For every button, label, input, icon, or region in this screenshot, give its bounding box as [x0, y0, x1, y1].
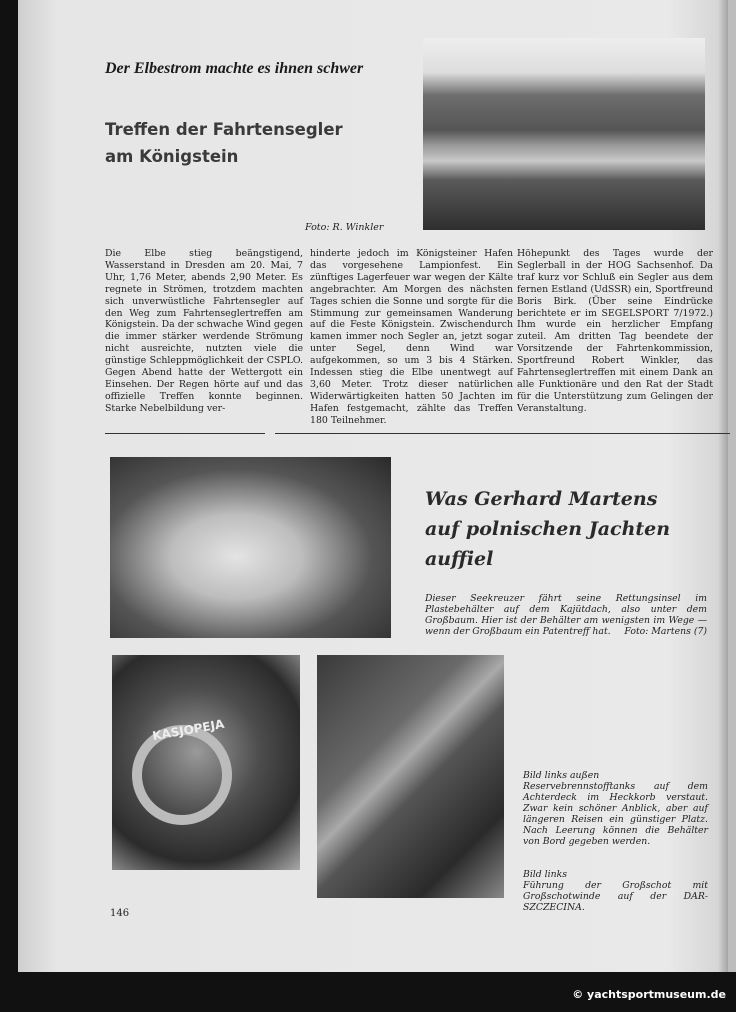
- photo-credit: Foto: R. Winkler: [305, 222, 384, 233]
- copyright-watermark: © yachtsportmuseum.de: [572, 988, 726, 1001]
- page-number: 146: [110, 908, 130, 919]
- caption-top: [425, 593, 707, 637]
- title-line: Treffen der Fahrtensegler: [105, 120, 343, 139]
- caption-text: Dieser Seekreuzer fährt seine Rettungsinsel im Plastebehälter auf dem Kajütdach, also unter dem Großbaum. Hier ist der Behälter am wenigsten im Wege — wenn der Großbaum ein Patentreff hat.: [425, 593, 707, 637]
- caption-heading: Bild links außen: [523, 770, 600, 781]
- caption-text: Führung der Großschot mit Großschotwinde auf der DAR-SZCZECINA.: [523, 880, 708, 913]
- title-line: am Königstein: [105, 147, 239, 166]
- title-line: auf polnischen Jachten auffiel: [425, 518, 671, 570]
- text-column-1: Die Elbe stieg beängstigend, Wasserstand in Dresden am 20. Mai, 7 Uhr, 1,76 Meter, abends 2,90 Meter. Es regnete in Strömen, trotzdem machten sich unverwüstliche Fahrtensegler auf den Weg zum Fahrtenseglertreffen am Königstein. Da der schwache Wind gegen die immer stärker werdende Strömung nicht ausreichte, nutzten viele die günstige Schleppmöglichkeit der CSPLO. Gegen Abend hatte der Wettergott ein Einsehen. Der Regen hörte auf und das offizielle Treffen konnte beginnen. Starke Nebelbildung ver-: [105, 248, 303, 414]
- title-line: Was Gerhard Martens: [425, 488, 658, 510]
- article-title: [105, 116, 343, 170]
- text-column-3: Höhepunkt des Tages wurde der Seglerball in der HOG Sachsenhof. Da traf kurz vor Schluß ein Segler aus dem fernen Estland (UdSSR) ein, Sportfreund Boris Birk. (Über seine Eindrücke berichtete er im SEGELSPORT 7/1972.) Ihm wurde ein herzlicher Empfang zuteil. Am dritten Tag beendete der Vorsitzende der Fahrtenkommission, Sportfreund Robert Winkler, das Fahrtenseglertreffen mit einem Dank an alle Funktionäre und den Rat der Stadt für die Unterstützung zum Gelingen der Veranstaltung.: [517, 248, 713, 414]
- photo-mainsheet-winch: [317, 655, 504, 898]
- divider: [105, 433, 265, 434]
- caption-credit: Foto: Martens (7): [624, 626, 707, 637]
- article2-title: [425, 484, 736, 574]
- caption-heading: Bild links: [523, 869, 568, 880]
- caption-text: Reservebrennstofftanks auf dem Achterdeck im Heckkorb verstaut. Zwar kein schöner Anblick, aber auf längeren Reisen ein günstiger Platz. Nach Leerung können die Behälter von Bord gegeben werden.: [523, 781, 708, 847]
- photo-koenigstein-harbor: [423, 38, 705, 230]
- photo-liferaft-container: [110, 457, 391, 638]
- lifebuoy: [132, 725, 232, 825]
- photo-fuel-tanks: [112, 655, 300, 870]
- caption-bottom: [523, 770, 708, 913]
- article-kicker: Der Elbestrom machte es ihnen schwer: [105, 60, 364, 77]
- lifebuoy-lettering: KASJOPEJA: [151, 716, 226, 744]
- divider: [275, 433, 730, 434]
- text-column-2: hinderte jedoch im Königsteiner Hafen das vorgesehene Lampionfest. Ein zünftiges Lagerfeuer war wegen der Kälte angebrachter. Am Morgen des nächsten Tages schien die Sonne und sorgte für die Stimmung zur gemeinsamen Wanderung auf die Feste Königstein. Zwischendurch kamen immer noch Segler an, jetzt sogar unter Segel, denn Wind war aufgekommen, so um 3 bis 4 Stärken. Indessen stieg die Elbe unentwegt auf 3,60 Meter. Trotz dieser natürlichen Widerwärtigkeiten hatten 50 Jachten im Hafen festgemacht, zählte das Treffen 180 Teilnehmer.: [310, 248, 513, 426]
